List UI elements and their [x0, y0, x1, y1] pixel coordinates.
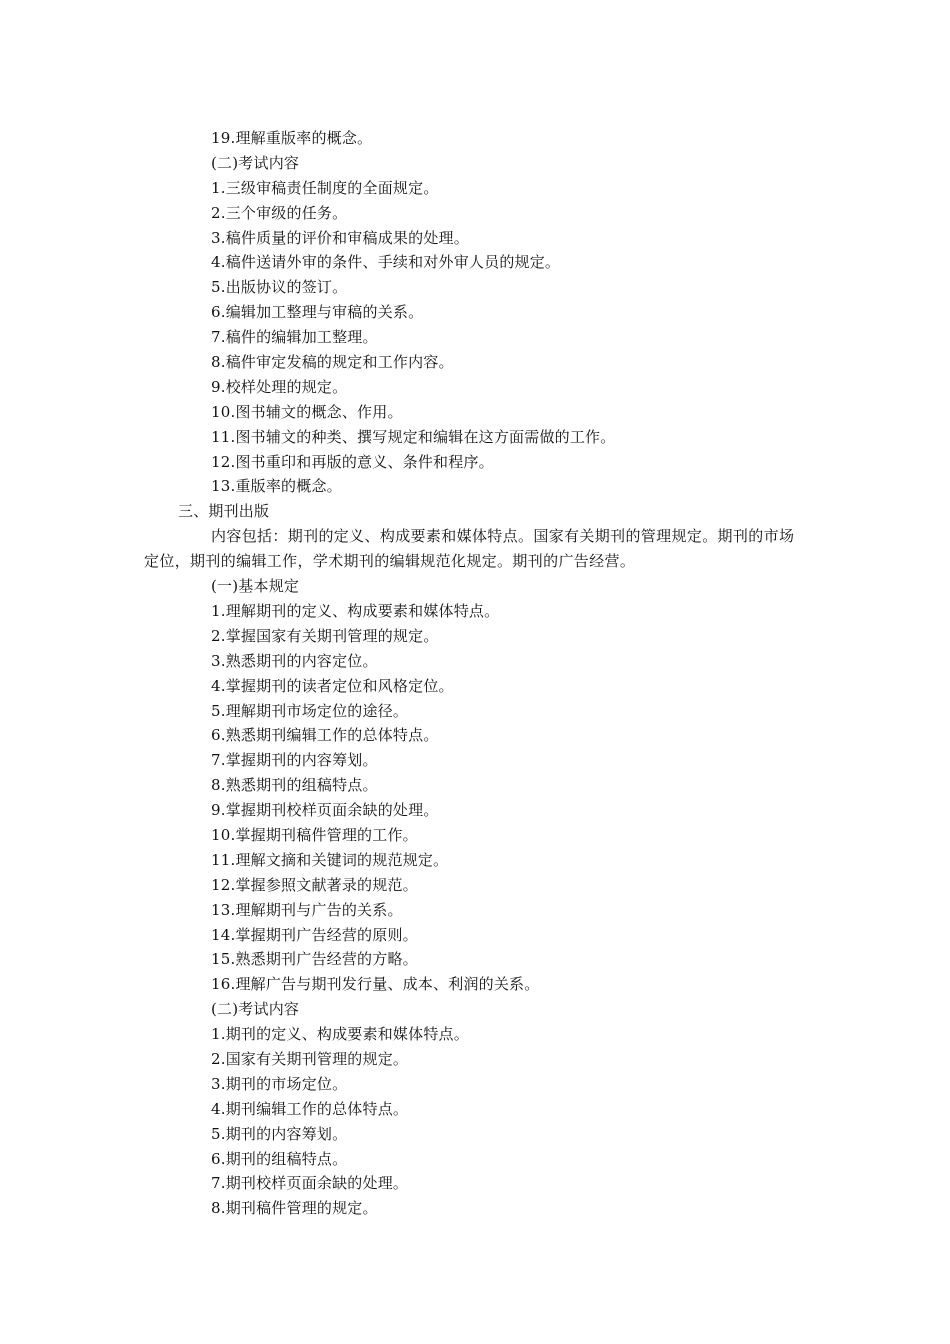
list-item: 5.期刊的内容筹划。: [211, 1124, 348, 1143]
list-item: 19.理解重版率的概念。: [211, 129, 373, 147]
list-item: 1.理解期刊的定义、构成要素和媒体特点。: [211, 601, 500, 620]
subsection-heading: (二)考试内容: [211, 1000, 300, 1019]
list-item: 2.三个审级的任务。: [211, 203, 348, 222]
list-item: 7.期刊校样页面余缺的处理。: [211, 1174, 409, 1193]
list-item: 11.理解文摘和关键词的规范规定。: [211, 850, 449, 869]
list-item: 2.掌握国家有关期刊管理的规定。: [211, 626, 439, 645]
list-item: 12.图书重印和再版的意义、条件和程序。: [211, 452, 494, 471]
section-heading: 三、期刊出版: [178, 502, 270, 521]
list-item: 12.掌握参照文献著录的规范。: [211, 875, 418, 894]
list-item: 4.期刊编辑工作的总体特点。: [211, 1099, 409, 1118]
list-item: 10.图书辅文的概念、作用。: [211, 402, 403, 421]
section-intro-paragraph: 内容包括：期刊的定义、构成要素和媒体特点。国家有关期刊的管理规定。期刊的市场定位，期刊的编辑工作，学术期刊的编辑规范化规定。期刊的广告经营。: [144, 527, 795, 571]
list-item: 16.理解广告与期刊发行量、成本、利润的关系。: [211, 975, 540, 994]
list-item: 9.掌握期刊校样页面余缺的处理。: [211, 801, 439, 820]
list-item: 13.重版率的概念。: [211, 477, 342, 496]
list-item: 9.校样处理的规定。: [211, 377, 348, 396]
document-body: [144, 126, 806, 1221]
subsection-heading: (二)考试内容: [211, 153, 300, 172]
list-item: 5.理解期刊市场定位的途径。: [211, 701, 409, 720]
list-item: 13.理解期刊与广告的关系。: [211, 900, 403, 919]
list-item: 10.掌握期刊稿件管理的工作。: [211, 825, 418, 844]
list-item: 7.稿件的编辑加工整理。: [211, 328, 378, 347]
list-item: 15.熟悉期刊广告经营的方略。: [211, 950, 418, 969]
list-item: 5.出版协议的签订。: [211, 278, 348, 297]
list-item: 4.稿件送请外审的条件、手续和对外审人员的规定。: [211, 253, 561, 272]
list-item: 3.期刊的市场定位。: [211, 1074, 348, 1093]
subsection-heading: (一)基本规定: [211, 577, 300, 596]
list-item: 3.稿件质量的评价和审稿成果的处理。: [211, 228, 469, 247]
list-item: 8.期刊稿件管理的规定。: [211, 1199, 378, 1218]
list-item: 11.图书辅文的种类、撰写规定和编辑在这方面需做的工作。: [211, 427, 616, 446]
list-item: 3.熟悉期刊的内容定位。: [211, 651, 378, 670]
list-item: 4.掌握期刊的读者定位和风格定位。: [211, 676, 454, 695]
list-item: 8.熟悉期刊的组稿特点。: [211, 776, 378, 795]
list-item: 6.期刊的组稿特点。: [211, 1149, 348, 1168]
list-item: 7.掌握期刊的内容筹划。: [211, 751, 378, 770]
list-item: 8.稿件审定发稿的规定和工作内容。: [211, 353, 454, 372]
list-item: 2.国家有关期刊管理的规定。: [211, 1049, 409, 1068]
list-item: 1.期刊的定义、构成要素和媒体特点。: [211, 1025, 469, 1044]
list-item: 14.掌握期刊广告经营的原则。: [211, 925, 418, 944]
list-item: 6.熟悉期刊编辑工作的总体特点。: [211, 726, 439, 745]
list-item: 1.三级审稿责任制度的全面规定。: [211, 178, 439, 197]
list-item: 6.编辑加工整理与审稿的关系。: [211, 303, 424, 322]
